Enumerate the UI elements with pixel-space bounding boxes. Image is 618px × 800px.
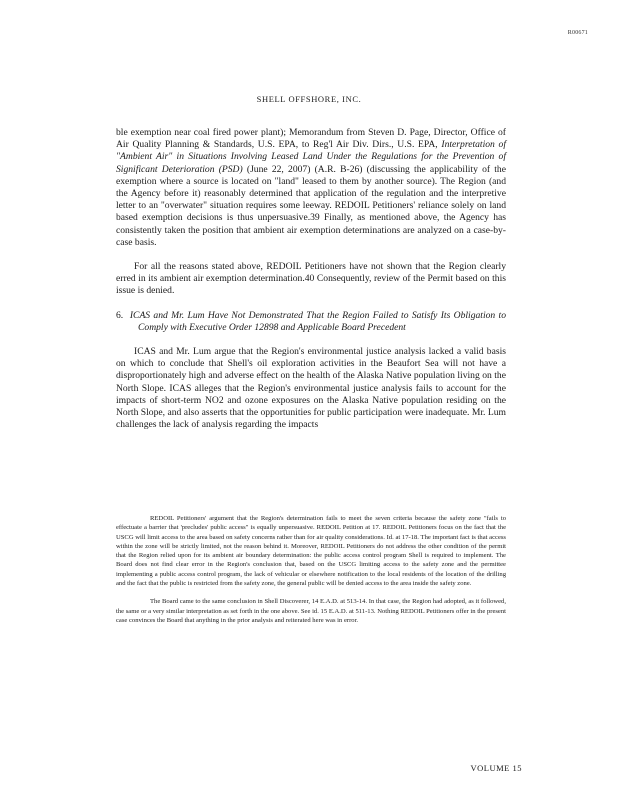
paragraph-icas: ICAS and Mr. Lum argue that the Region's environmental justice analysis lacked a valid basis on which to conclude that Shell's oil exploration activities in the Beaufort Sea will not have a disproportionately high and adverse effect on the health of the Alaska Native population living on the North Slope. ICAS alleges that the Region's environmental justice analysis fails to account for the impacts of short-term NO2 and ozone exposures on the Alaska Native population residing on the North Slope, and also asserts that the opportunities for public participation were inadequate. Mr. Lum challenges the lack of analysis regarding the impacts xyxy=(116,346,506,431)
paragraph-conclusion: For all the reasons stated above, REDOIL Petitioners have not shown that the Region clearly erred in its ambient air exemption determination.40 Consequently, review of the Permit based on this issue is denied. xyxy=(116,261,506,297)
bates-stamp: R00671 xyxy=(567,30,588,36)
footnotes xyxy=(116,514,506,625)
section-heading xyxy=(116,310,506,334)
main-text xyxy=(116,127,506,431)
memo-title: Interpretation of "Ambient Air" in Situations Involving Leased Land Under the Regulations for the Prevention of Significant Deterioration (PSD) xyxy=(116,139,506,175)
footnote-40: The Board came to the same conclusion in Shell Discoverer, 14 E.A.D. at 513-14. In that case, the Region had adopted, as it followed, the same or a very similar interpretation as set forth in the one above. See id. 15 E.A.D. at 511-13. Nothing REDOIL Petitioners offer in the present case convinces the Board that anything in the prior analysis and reiterated here was in error. xyxy=(116,598,506,624)
paragraph-continued xyxy=(116,127,506,249)
section-number: 6. xyxy=(116,309,124,321)
section-heading-text: ICAS and Mr. Lum Have Not Demonstrated That the Region Failed to Satisfy Its Obligation to Comply with Executive Order 12898 and Applicable Board Precedent xyxy=(129,309,506,333)
running-head: SHELL OFFSHORE, INC. xyxy=(256,94,362,104)
footnote-39: REDOIL Petitioners' argument that the Region's determination fails to meet the seven criteria because the safety zone "fails to effectuate a barrier that 'precludes' public access" is equally unpersuasive. REDOIL Petition at 17. REDOIL Petitioners focus on the fact that the USCG will limit access to the area based on safety concerns rather than for air quality considerations. Id. at 17-18. The important fact is that access within the zone will be strictly limited, not the reason behind it. Moreover, REDOIL Petitioners do not address the other condition of the permit that the Region relied upon for its ambient air boundary determination: the public access control program Shell is required to implement. The Board does not find clear error in the Region's conclusion that, based on the USCG limiting access to the safety zone and the permittee implementing a public access control program, the lack of vehicular or elsewhere notification to the local residents of the location of the drilling and the fact that the public is restricted from the safety zone, the general public will be denied access to the area inside the safety zone. xyxy=(116,515,506,588)
paragraph-text: ble exemption near coal fired power plant); Memorandum from Steven D. Page, Director, Office of Air Quality Planning & Standards, U.S. EPA, to Reg'l Air Div. Dirs., U.S. EPA, xyxy=(116,127,506,151)
page-folio: VOLUME 15 xyxy=(470,763,522,773)
paragraph-text-end: (June 22, 2007) (A.R. B-26) (discussing the applicability of the exemption where a source is located on "land" leased to them by another source). The Region (and the Agency before it) reasonably determined that application of the regulation and the interpretive letter to an "overwater" situation requires some leeway. REDOIL Petitioners' reliance solely on land based exemption decisions is thus unpersuasive.39 Finally, as mentioned above, the Agency has consistently taken the position that ambient air exemption determinations are analyzed on a case-by-case basis. xyxy=(116,163,506,248)
